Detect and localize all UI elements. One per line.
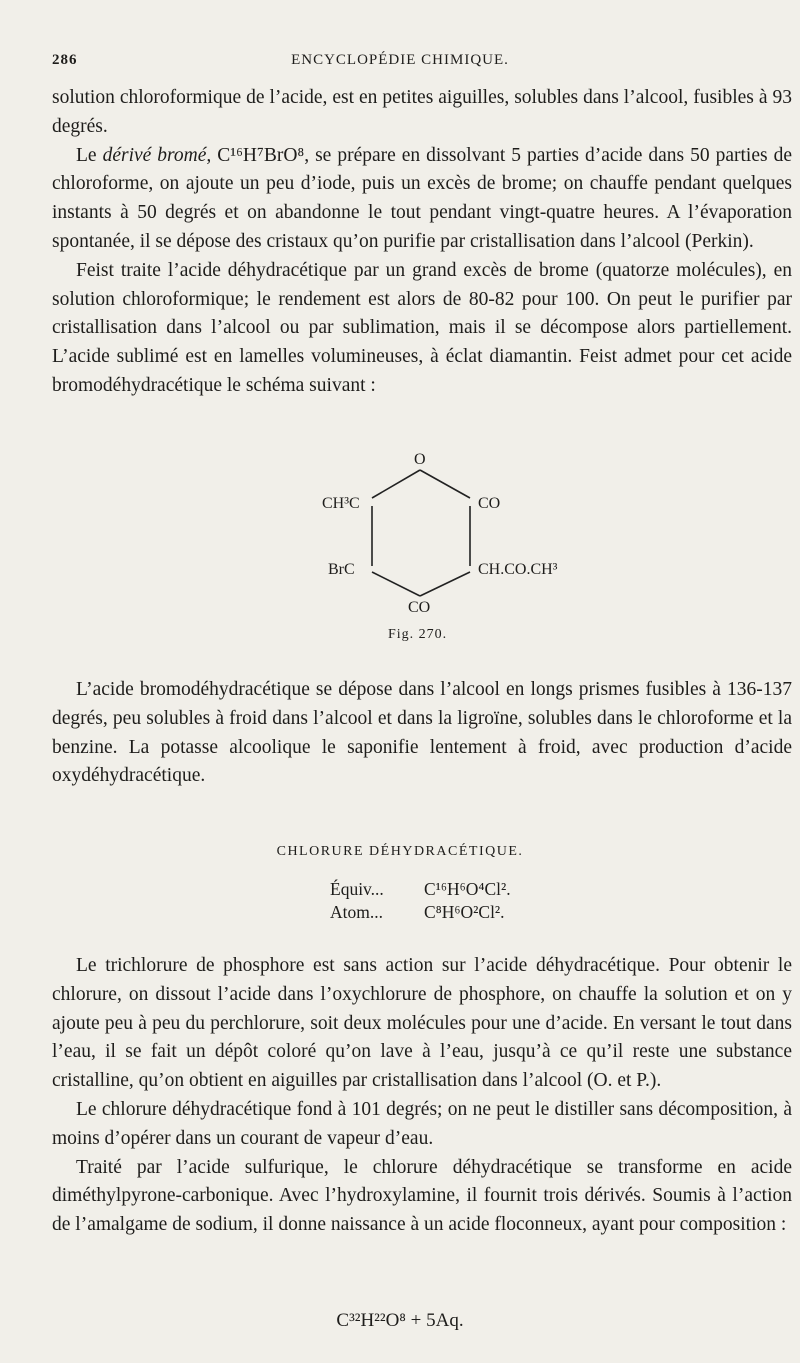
paragraph-solution: solution chloroformique de l’acide, est en petites aiguilles, solubles dans l’alcool, fusibles à 93 degrés. xyxy=(52,87,792,137)
group-upper-right: CO xyxy=(478,495,501,512)
equiv-label: Équiv... xyxy=(330,879,384,899)
paragraph-derive-brome xyxy=(52,142,792,257)
atom-label: Atom... xyxy=(330,902,383,922)
paragraph-chlorure: Le chlorure déhydracétique fond à 101 degrés; on ne peut le distiller sans décomposition, à moins d’opérer dans un courant de vapeur d’eau. xyxy=(52,1098,792,1149)
equiv-row xyxy=(330,878,630,901)
final-formula: C³²H²²O⁸ + 5Aq. xyxy=(336,1310,464,1331)
bond-bottom-left xyxy=(372,572,420,596)
atom-formula: C⁸H⁶O²Cl². xyxy=(424,902,505,922)
group-lower-right: CH.CO.CH³ xyxy=(478,561,558,578)
text-block-middle xyxy=(52,676,792,791)
atom-o-top: O xyxy=(414,451,426,468)
paragraph-trichlorure: Le trichlorure de phosphore est sans action sur l’acide déhydracétique. Pour obtenir le chlorure, on dissout l’acide dans l’oxychlorure de phosphore, on chauffe la solution et on y ajoute peu à peu du perchlorure, soit deux molécules pour une d’acide. En versant le tout dans l’eau, il se fait un dépôt coloré qu’on lave à l’eau, jusqu’à ce qu’il reste une substance cristalline, qu’on obtient en aiguilles par cristallisation dans l’alcool (O. et P.). xyxy=(52,955,792,1092)
derive-italic: dérivé bromé, xyxy=(102,144,212,166)
group-lower-left: BrC xyxy=(328,561,355,578)
equiv-formula: C¹⁶H⁶O⁴Cl². xyxy=(424,879,511,899)
structure-figure xyxy=(300,448,600,648)
paragraph-feist: Feist traite l’acide déhydracétique par un grand excès de brome (quatorze molécules), en solution chloroformique; le rendement est alors de 80-82 pour 100. On peut le purifier par cristallisation dans l’alcool ou par sublimation, mais il se décompose alors partiellement. L’acide sublimé est en lamelles volumineuses, à éclat diamantin. Feist admet pour cet acide bromodéhydracétique le schéma suivant : xyxy=(52,259,792,396)
page-number: 286 xyxy=(52,52,78,68)
paragraph-bromodehydracetique: L’acide bromodéhydracétique se dépose dans l’alcool en longs prismes fusibles à 136-137 degrés, peu solubles à froid dans l’alcool et dans la ligroïne, solubles dans le chloroforme et la benzine. La potasse alcoolique le saponifie lentement à froid, avec production d’acide oxydéhydracétique. xyxy=(52,679,792,787)
derive-formula: C¹⁶H⁷BrO⁸ xyxy=(217,144,305,166)
group-upper-left: CH³C xyxy=(322,495,360,512)
running-header xyxy=(0,52,800,76)
text-block-bottom xyxy=(52,952,792,1240)
section-title: CHLORURE DÉHYDRACÉTIQUE. xyxy=(276,844,524,859)
derive-lead: Le xyxy=(76,144,103,166)
bond-o-right xyxy=(420,470,470,498)
group-bottom: CO xyxy=(408,599,431,616)
running-title: ENCYCLOPÉDIE CHIMIQUE. xyxy=(291,52,509,68)
atom-row xyxy=(330,901,630,924)
paragraph-traite: Traité par l’acide sulfurique, le chlorure déhydracétique se transforme en acide diméthylpyrone-carbonique. Avec l’hydroxylamine, il fournit trois dérivés. Soumis à l’action de l’amalgame de sodium, il donne naissance à un acide floconneux, ayant pour composition : xyxy=(52,1156,792,1236)
formula-table xyxy=(330,878,630,924)
derive-rest: , se prépare en dissolvant 5 parties d’acide dans 50 parties de chloroforme, on ajoute un peu d’iode, puis un excès de brome; on chauffe pendant quelques instants à 50 degrés et on abandonne le tout pendant vingt-quatre heures. A l’évaporation spontanée, il se dépose des cristaux qu’on purifie par cristallisation dans l’alcool (Perkin). xyxy=(52,144,792,252)
bond-o-left xyxy=(372,470,420,498)
figure-caption: Fig. 270. xyxy=(388,627,448,642)
bond-bottom-right xyxy=(420,572,470,596)
structure-diagram xyxy=(300,448,600,648)
text-block-top xyxy=(52,84,792,401)
